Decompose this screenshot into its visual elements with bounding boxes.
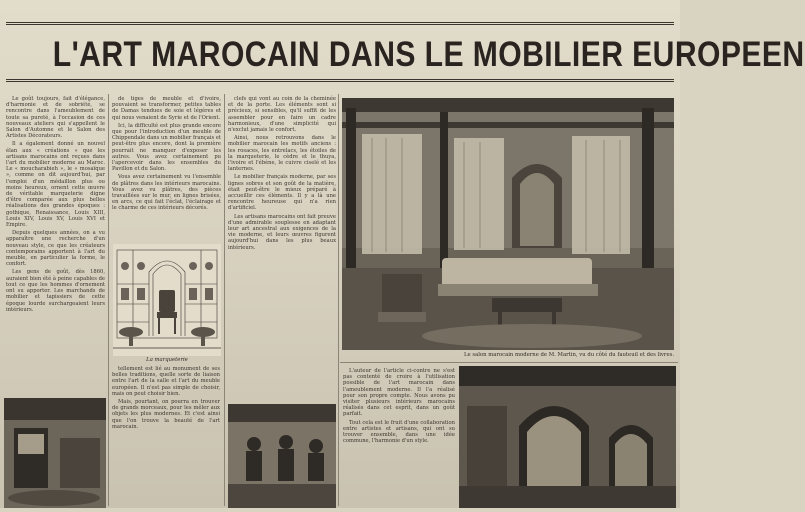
craftsmen-photo [228,404,336,508]
drawing-caption: La marqueterie [146,357,188,363]
salon-photo [342,98,674,350]
paragraph: Depuis quelques années, on a vu apparaître une recherche d'un nouveau style, ce que les créateurs contemporains apportent à l'art du meuble, en particulier la forme, le confort. [6,230,105,268]
paragraph: Les artisans marocains ont fait preuve d'une admirable souplesse en adaptant leur art ancestral aux exigences de la vie moderne, et leurs œuvres figurent aujourd'hui dans les plus beaux intérieurs. [228,213,336,251]
furniture-photo [4,398,106,508]
paragraph: clefs qui vont au coin de la cheminée et de la porte. Les éléments sont si précieux, si sensibles, qu'il suffit de les assembler pour en faire un cadre harmonieux, d'une simplicité qui n'exclut jamais le confort. [228,96,336,134]
headline-band [6,22,805,82]
paragraph: Il a également donné un nouvel élan aux « créations » que les artisans marocains ont reçues dans l'art du mobilier moderne au Maroc. Le « moucharabieh », le « mosaïque », comme on dit aujourd'hui, par l'emploi d'un médaillon plus ou moins heureux, ornent cette œuvre de véritable marqueterie digne d'être comparée aux plus belles réalisations des grandes époques : gothique, Renaissance, Louis XIII, Louis XIV, Louis XV, Louis XVI et Empire. [6,141,105,229]
furniture-photo-image [4,398,106,508]
text-column-3 [228,96,336,396]
marqueterie-illustration [113,244,221,356]
section-rule [340,362,678,363]
paragraph: Les gens de goût, dès 1860, auraient bien été à peine capables de tout ce que les hommes d'ornement ont su apporter. Les marchands de mobilier et tapissiers de cette époque lourde surchargeaient leurs intérieurs. [6,269,105,313]
text-column-4 [343,368,455,508]
paragraph: Tout cela est le fruit d'une collaboration entre artistes et artisans, qui ont su trouver ensemble, dans une idée commune, l'harmonie d'un style. [343,419,455,445]
column-rule [338,94,339,506]
text-column-bottom [112,366,220,508]
salon-photo-caption: Le salon marocain moderne de M. Martin, vu du côté du fauteuil et des livres. [464,352,674,358]
marqueterie-drawing [113,244,221,356]
paragraph: Ici, la difficulté est plus grande encore que pour l'introduction d'un meuble de Chippendale dans un mobilier français et peut-être plus encore, dont la première pourrait ne manquer d'exposer les autres. Vous avez certainement pu l'apercevoir dans les ensembles du Pavillon et du Salon. [112,122,221,173]
text-column-2 [112,96,221,242]
column-rule [108,94,109,506]
interior-photo [459,366,676,508]
paragraph: tellement est lié au monument de ses belles traditions, quelle sorte de liaison entre l'art de la salle et l'art du meuble européen. Il n'est pas simple de choisir, mais on peut choisir bien. [112,366,220,397]
paragraph: L'auteur de l'article ci-contre ne s'est pas contenté de croire à l'utilisation possible de l'art marocain dans l'ameublement moderne. Il l'a réalisé pour son propre compte. Nous avons pu visiter plusieurs intérieurs marocains réalisés dans cet esprit, dans un goût parfait. [343,368,455,418]
paragraph: Ainsi, nous retrouvons dans le mobilier marocain les motifs anciens : les rosaces, les entrelacs, les étoiles de la marqueterie, le cèdre et le thuya, l'ivoire et l'ébène, le cuivre ciselé et les lanternes. [228,135,336,173]
paragraph: Le goût toujours, fait d'élégance, d'harmonie et de sobriété, se rencontre dans l'ameublement de toute sa pureté, à l'occasion de ces nouveaux ateliers qui s'appellent le Salon d'Automne et le Salon des Artistes Décorateurs. [6,96,105,140]
text-column-1 [6,96,105,392]
headline: L'ART MAROCAIN DANS LE MOBILIER EUROPEEN [52,35,805,74]
paragraph: Mais, pourtant, on pourra en trouver de grands morceaux, pour les mêler aux objets les plus modernes. Et c'est ainsi que l'on trouve la beauté de l'art marocain. [112,399,220,430]
salon-photo-image [342,98,674,350]
interior-photo-image [459,366,676,508]
craftsmen-photo-image [228,404,336,508]
paragraph: Le mobilier français moderne, par ses lignes sobres et son goût de la matière, était peut-être le mieux préparé à accueillir ces éléments. Il y a là une rencontre heureuse qui n'a rien d'artificiel. [228,174,336,212]
paragraph: de tiges de meuble et d'ivoire, pouvaient se transformer, petites tables de Damas tendues de soie et légères et qui nous venaient de Syrie et de l'Orient. [112,96,221,121]
paragraph: Vous avez certainement vu l'ensemble de plâtres dans les intérieurs marocains. Vous avez vu plâtres, des pièces travaillées sur le mur, en lignes brisées, en arcs, ce qui fait l'éclat, l'éclairage et le charme de ces intérieurs décorés. [112,174,221,212]
column-rule [224,94,225,506]
